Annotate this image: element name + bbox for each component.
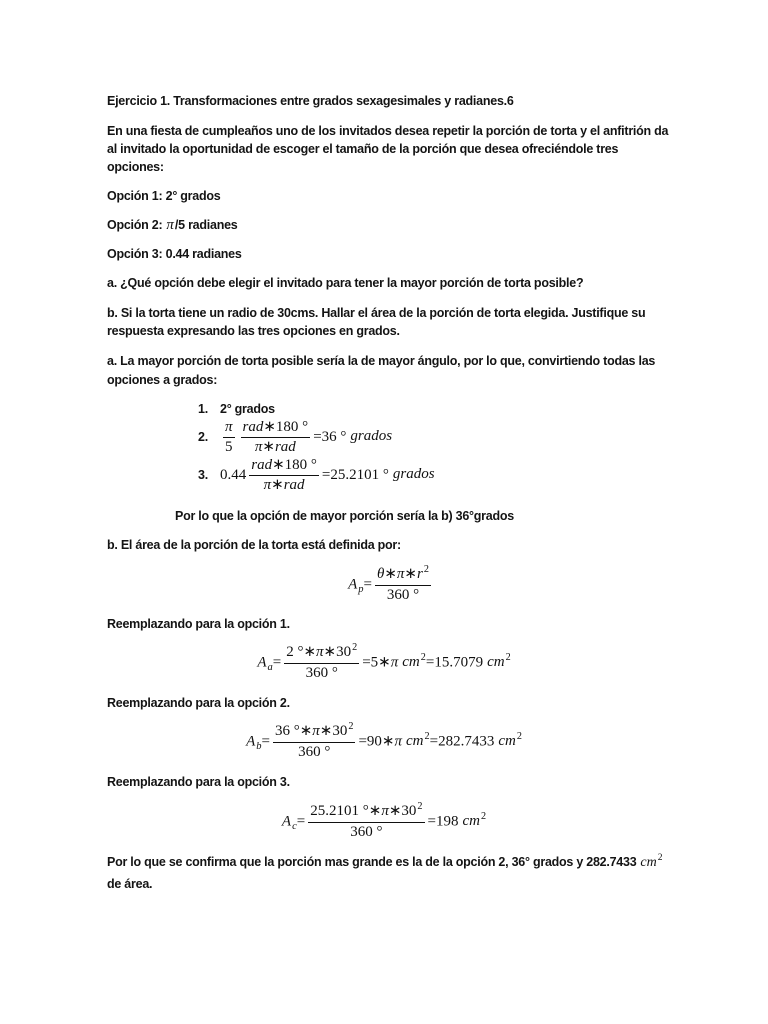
option-3: Opción 3: 0.44 radianes	[107, 247, 242, 261]
math-number: ∗30	[323, 644, 352, 660]
option-2	[107, 216, 238, 234]
math-number: ∗180 °	[263, 418, 309, 435]
exercise-title: Ejercicio 1. Transformaciones entre grados sexagesimales y radianes.6	[107, 94, 514, 108]
math-number: =	[261, 733, 270, 750]
list-number: 2.	[198, 430, 208, 444]
math-number: ∗30	[388, 803, 417, 819]
fraction-denominator	[249, 476, 319, 494]
math-subscript: b	[256, 741, 262, 753]
math-variable: π	[316, 644, 324, 660]
replace-option-2: Reemplazando para la opción 2.	[107, 696, 290, 710]
math-number: ∗	[404, 566, 417, 582]
math-number: ∗	[262, 438, 275, 455]
math-variable: rad	[251, 456, 273, 473]
math-variable: π	[263, 476, 272, 493]
fraction-numerator	[241, 419, 311, 438]
area-formula-general	[0, 563, 768, 607]
list-number: 1.	[198, 402, 208, 416]
question-b	[107, 304, 645, 340]
question-a: a. ¿Qué opción debe elegir el invitado para tener la mayor porción de torta posible?	[107, 276, 584, 290]
fraction-denominator	[375, 586, 431, 604]
math-number: 25.2101 °∗	[310, 803, 382, 819]
math-number: ∗	[384, 566, 397, 582]
fraction-numerator	[284, 641, 359, 664]
intro-line: En una fiesta de cumpleaños uno de los invitados desea repetir la porción de torta y el anfitrión da	[107, 124, 669, 138]
math-superscript: 2	[423, 563, 429, 575]
option-1: Opción 1: 2° grados	[107, 189, 221, 203]
math-variable: A	[246, 733, 256, 750]
math-number: =	[272, 654, 282, 671]
intro-line: opciones:	[107, 160, 164, 174]
fraction-denominator	[308, 823, 424, 841]
math-subscript: a	[267, 662, 273, 674]
list-number: 3.	[198, 468, 208, 482]
area-formula-option-2-expr	[246, 720, 522, 761]
final-conclusion-line	[107, 853, 663, 871]
math-fraction	[223, 419, 235, 456]
intro-paragraph	[107, 122, 668, 176]
math-number: ∗180 °	[272, 456, 317, 473]
math-unit: cm	[402, 654, 420, 671]
replace-option-3: Reemplazando para la opción 3.	[107, 775, 290, 789]
math-number: =15.7079	[425, 654, 484, 671]
fraction-numerator	[249, 457, 319, 476]
math-superscript: 2	[348, 720, 354, 732]
pi-symbol: π	[166, 217, 174, 233]
math-fraction	[241, 419, 311, 456]
question-b-line: b. Si la torta tiene un radio de 30cms. Hallar el área de la porción de torta elegida. Justifique su	[107, 306, 646, 320]
math-fraction	[284, 641, 359, 682]
area-formula-general-expr	[348, 563, 434, 604]
math-number: 0.44	[220, 466, 247, 483]
area-formula-option-1-expr	[257, 641, 511, 682]
math-variable: π	[381, 803, 389, 819]
answer-a-line: opciones a grados:	[107, 373, 218, 387]
math-number: 360 °	[298, 744, 331, 760]
math-variable: π	[394, 733, 403, 750]
math-superscript: 2	[424, 731, 430, 743]
list-item-2-formula	[220, 419, 392, 456]
question-b-line: respuesta expresando las tres opciones en grados.	[107, 324, 400, 338]
area-formula-option-3-expr	[281, 800, 487, 841]
area-formula-option-2	[0, 720, 768, 764]
math-number: 360 °	[350, 824, 383, 840]
math-variable: rad	[242, 418, 264, 435]
fraction-denominator	[241, 438, 311, 456]
math-number: =198	[427, 813, 459, 830]
math-variable: r	[417, 566, 423, 582]
math-number: 5	[225, 438, 233, 455]
math-variable: rad	[283, 476, 305, 493]
math-superscript: 2	[505, 652, 511, 664]
list-item-1-text: 2° grados	[220, 402, 275, 416]
math-subscript: p	[358, 584, 364, 596]
math-number: =36 °	[313, 428, 347, 445]
list-item-1	[198, 400, 275, 418]
math-superscript: 2	[480, 811, 487, 823]
math-unit: grados	[392, 466, 435, 483]
fraction-numerator	[223, 419, 235, 438]
math-fraction	[273, 720, 356, 761]
math-variable: π	[254, 438, 263, 455]
math-unit: grados	[350, 428, 393, 445]
fraction-numerator	[273, 720, 356, 743]
math-variable: A	[281, 813, 292, 830]
final-unit	[636, 855, 662, 870]
math-number: =	[363, 576, 372, 593]
math-superscript: 2	[657, 853, 663, 864]
area-formula-option-3	[0, 800, 768, 844]
option-2-label: Opción 2:	[107, 218, 163, 232]
final-conclusion-line-2: de área.	[107, 877, 153, 891]
answer-b: b. El área de la porción de la torta está definida por:	[107, 538, 401, 552]
math-number: =25.2101 °	[321, 466, 389, 483]
math-superscript: 2	[352, 641, 358, 653]
list-item-3-formula	[220, 457, 435, 494]
math-fraction	[249, 457, 319, 494]
math-superscript: 2	[516, 731, 522, 743]
list-item-3	[198, 455, 435, 495]
math-number: =90∗	[358, 733, 395, 750]
answer-a	[107, 352, 655, 390]
math-unit: cm	[406, 733, 424, 750]
math-unit: cm	[487, 654, 505, 671]
math-number: ∗	[271, 476, 284, 493]
fraction-denominator	[223, 438, 235, 456]
list-item-2	[198, 417, 392, 457]
area-formula-option-1	[0, 641, 768, 685]
fraction-numerator	[375, 563, 431, 586]
math-fraction	[308, 800, 424, 841]
math-number: 360 °	[305, 665, 338, 681]
math-number: =282.7433	[429, 733, 495, 750]
math-superscript: 2	[420, 652, 426, 664]
math-variable: A	[348, 576, 358, 593]
math-number: =5∗	[362, 654, 391, 671]
math-unit: cm	[462, 813, 480, 830]
replace-option-1: Reemplazando para la opción 1.	[107, 617, 290, 631]
math-number: ∗30	[319, 723, 348, 739]
math-number: 360 °	[386, 587, 420, 603]
math-number: =	[296, 813, 306, 830]
math-fraction	[375, 563, 431, 604]
math-variable: π	[390, 654, 399, 671]
conclusion-a: Por lo que la opción de mayor porción sería la b) 36°grados	[175, 509, 514, 523]
answer-a-line: a. La mayor porción de torta posible sería la de mayor ángulo, por lo que, convirtiendo todas las	[107, 354, 656, 368]
math-variable: π	[312, 723, 320, 739]
math-variable: π	[225, 418, 233, 435]
intro-line: al invitado la oportunidad de escoger el tamaño de la porción que desea ofreciéndole tres	[107, 142, 619, 156]
final-conclusion-text: Por lo que se confirma que la porción mas grande es la de la opción 2, 36° grados y 282.7433	[107, 855, 637, 869]
fraction-denominator	[273, 743, 356, 761]
math-variable: A	[257, 654, 267, 671]
math-variable: rad	[274, 438, 296, 455]
math-number: 36 °∗	[274, 723, 313, 739]
math-variable: θ	[376, 566, 385, 582]
math-number: 2 °∗	[286, 644, 317, 660]
math-subscript: c	[292, 821, 297, 833]
fraction-numerator	[308, 800, 424, 823]
fraction-denominator	[284, 664, 359, 682]
math-superscript: 2	[417, 800, 423, 812]
math-variable: π	[396, 566, 405, 582]
math-unit: cm	[498, 733, 516, 750]
option-2-value: /5 radianes	[174, 218, 238, 232]
math-unit: cm	[640, 855, 657, 870]
